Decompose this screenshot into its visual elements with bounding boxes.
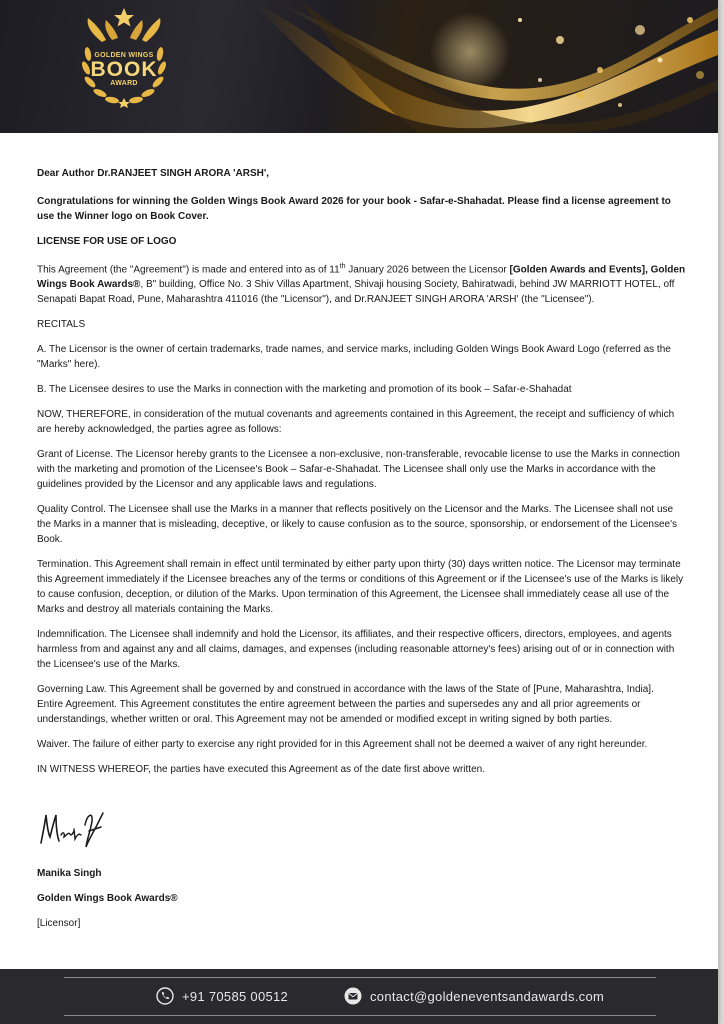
signer-name: Manika Singh — [37, 868, 102, 880]
email-icon — [344, 987, 362, 1005]
svg-text:Manik Singh: Manik Singh — [37, 852, 43, 854]
termination-paragraph: Termination. This Agreement shall remain in effect until terminated by either party upon thirty (30) days written notice. The Licensor may terminate this Agreement immediately if the Licensee breaches any of the terms or conditions of this Agreement or if the Licensee's use of the Marks is likely to cause confusion, deception, or dilution of the Marks. Upon termination of this Agreement, the Licensee shall immediately cease all use of the Marks and destroy all materials containing the Marks. — [37, 559, 684, 616]
phone-icon — [156, 987, 174, 1005]
signer-organization: Golden Wings Book Awards® — [37, 893, 178, 905]
recital-a: A. The Licensor is the owner of certain trademarks, trade names, and service marks, including Golden Wings Book Award Logo (referred as the "Marks" here). — [37, 344, 671, 371]
logo-line-golden-wings: GOLDEN WINGS — [94, 52, 154, 59]
logo-line-award: AWARD — [110, 80, 138, 87]
golden-wings-logo — [72, 6, 176, 110]
governing-law-paragraph: Governing Law. This Agreement shall be governed by and construed in accordance with the laws of the State of [Pune, Maharashtra, India]. Entire Agreement. This Agreement constitutes the entire agreement between the parties and supersedes any and all prior agreements or understandings, whether written or oral. This Agreement may not be amended or modified except in writing signed by both parties. — [37, 684, 654, 726]
salutation: Dear Author Dr.RANJEET SINGH ARORA 'ARSH', — [37, 168, 270, 179]
witness-paragraph: IN WITNESS WHEREOF, the parties have executed this Agreement as of the date first above written. — [37, 764, 485, 776]
footer-top-rule — [64, 977, 656, 978]
footer-phone[interactable] — [156, 986, 288, 1006]
logo-line-book: BOOK — [90, 58, 158, 81]
footer-email[interactable] — [344, 986, 604, 1006]
waiver-paragraph: Waiver. The failure of either party to exercise any right provided for in this Agreement shall not be deemed a waiver of any right hereunder. — [37, 739, 648, 751]
handwritten-signature — [37, 805, 107, 853]
email-address: contact@goldeneventsandawards.com — [370, 988, 605, 1004]
header-banner — [0, 0, 718, 133]
grant-of-license-paragraph: Grant of License. The Licensor hereby grants to the Licensee a non-exclusive, non-transferable, revocable license to use the Marks in connection with the marketing and promotion of the Licensee's Book – Safar-e-Shahadat. The Licensee shall only use the Marks in accordance with the guidelines provided by the Licensor and any applicable laws and regulations. — [37, 449, 680, 491]
indemnification-paragraph: Indemnification. The Licensee shall indemnify and hold the Licensor, its affiliates, and their respective officers, directors, employees, and agents harmless from and against any and all claims, damages, and expenses (including reasonable attorney's fees) arising out of or in connection with the Licensee's use of the Marks. — [37, 629, 675, 671]
footer-bar — [0, 969, 718, 1024]
letter-body — [37, 166, 689, 941]
signer-role: [Licensor] — [37, 918, 81, 930]
agreement-paragraph: This Agreement (the "Agreement") is made and entered into as of 11th January 2026 between the Licensor [Golden Awards and Events], Golden Wings Book Awards®, B" building, Office No. 3 Shiv Villas Apartment, Shivaji housing Society, Bahiratwadi, behind JW MARRIOTT HOTEL, off Senapati Bapat Road, Pune, Maharashtra 411016 (the "Licensor"), and Dr.RANJEET SINGH ARORA 'ARSH' (the "Licensee"). — [37, 263, 686, 306]
section-heading: LICENSE FOR USE OF LOGO — [37, 236, 177, 247]
recital-b: B. The Licensee desires to use the Marks in connection with the marketing and promotion of its book – Safar-e-Shahadat — [37, 384, 572, 396]
quality-control-paragraph: Quality Control. The Licensee shall use the Marks in a manner that reflects positively on the Licensor and the Marks. The Licensee shall not use the Marks in a manner that is misleading, deceptive, or likely to cause confusion as to the source, sponsorship, or endorsement of the Licensee's Book. — [37, 504, 678, 546]
recitals-heading: RECITALS — [37, 319, 86, 331]
phone-number: +91 70585 00512 — [182, 988, 289, 1004]
now-therefore-paragraph: NOW, THEREFORE, in consideration of the mutual covenants and agreements contained in this Agreement, the receipt and sufficiency of which are hereby acknowledged, the parties agree as follows: — [37, 409, 675, 436]
footer-bottom-rule — [64, 1015, 656, 1016]
congratulations-paragraph: Congratulations for winning the Golden Wings Book Award 2026 for your book - Safar-e-Shahadat. Please find a license agreement to use the Winner logo on Book Cover. — [37, 196, 671, 222]
